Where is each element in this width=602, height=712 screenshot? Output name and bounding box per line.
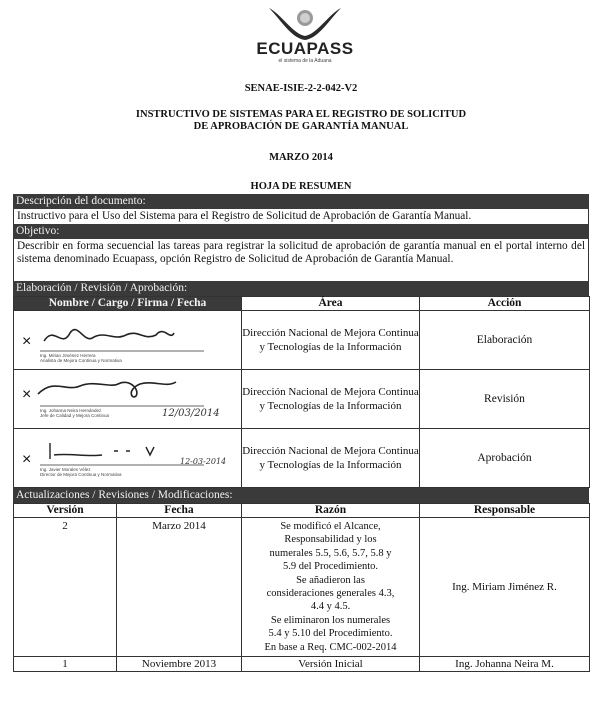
signature-mark: × xyxy=(22,386,32,403)
col-header-version: Versión xyxy=(14,504,117,518)
logo-tagline: el sistema de la Aduana xyxy=(278,58,332,64)
fecha-cell: Marzo 2014 xyxy=(117,518,242,657)
accion-cell: Elaboración xyxy=(420,311,590,370)
area-cell: Dirección Nacional de Mejora Continua y Tecnologías de la Información xyxy=(242,311,420,370)
document-title-line2: DE APROBACIÓN DE GARANTÍA MANUAL xyxy=(193,121,409,132)
summary-heading: HOJA DE RESUMEN xyxy=(250,181,352,192)
razon-line: 4.4 y 4.5. xyxy=(310,601,351,613)
signature-cell xyxy=(14,429,242,488)
objetivo-label: Objetivo: xyxy=(13,224,589,239)
table-row xyxy=(14,311,590,370)
actualizaciones-label: Actualizaciones / Revisiones / Modificaciones: xyxy=(13,488,589,503)
razon-line: Se modificó el Alcance, xyxy=(280,521,381,532)
razon-line: En base a Req. CMC-002-2014 xyxy=(264,641,397,653)
razon-line: 5.9 del Procedimiento. xyxy=(282,561,379,573)
table-row xyxy=(14,657,590,672)
col-header-responsable: Responsable xyxy=(420,504,590,518)
ecuapass-logo xyxy=(240,4,370,66)
area-cell: Dirección Nacional de Mejora Continua y Tecnologías de la Información xyxy=(242,429,420,488)
signer-name: Ing. Mirian Jiménez Herrera xyxy=(40,353,96,358)
version-cell: 2 xyxy=(14,518,117,657)
document-code: SENAE-ISIE-2-2-042-V2 xyxy=(244,83,358,94)
ecuapass-emblem-icon xyxy=(267,4,343,42)
table-row xyxy=(14,429,590,488)
signer-role: Analista de Mejora Continua y Normativa xyxy=(40,358,122,363)
razon-cell: Versión Inicial xyxy=(242,657,420,672)
document-title-line1: INSTRUCTIVO DE SISTEMAS PARA EL REGISTRO DE SOLICITUD xyxy=(135,109,467,120)
col-header-razon: Razón xyxy=(242,504,420,518)
razon-line: Se añadieron las xyxy=(296,574,365,586)
signer-name: Ing. Javier Morales Vélez xyxy=(40,467,91,472)
col-header-accion: Acción xyxy=(420,297,590,311)
descripcion-text: Instructivo para el Uso del Sistema para el Registro de Solicitud de Aprobación de Garantía Manual. xyxy=(13,209,589,224)
document-date: MARZO 2014 xyxy=(269,152,333,163)
signer-role: Jefe de Calidad y Mejora Continua xyxy=(40,413,110,418)
version-cell: 1 xyxy=(14,657,117,672)
signer-role: Director de Mejora Continua y Normativa xyxy=(40,472,122,477)
signature-mark: × xyxy=(22,451,32,468)
responsable-cell: Ing. Johanna Neira M. xyxy=(420,657,590,672)
accion-cell: Aprobación xyxy=(420,429,590,488)
accion-cell: Revisión xyxy=(420,370,590,429)
razon-line: Responsabilidad y los xyxy=(284,534,377,546)
handwritten-signature xyxy=(14,370,242,428)
col-header-fecha: Fecha xyxy=(117,504,242,518)
signature-date: 12-03-2014 xyxy=(180,457,227,466)
summary-table xyxy=(13,194,589,672)
area-cell: Dirección Nacional de Mejora Continua y Tecnologías de la Información xyxy=(242,370,420,429)
razon-cell xyxy=(242,518,420,657)
razon-line: consideraciones generales 4.3, xyxy=(266,588,395,600)
elaboracion-label: Elaboración / Revisión / Aprobación: xyxy=(13,281,589,296)
signature-cell xyxy=(14,311,242,370)
responsable-cell: Ing. Miriam Jiménez R. xyxy=(420,518,590,657)
signature-date: 12/03/2014 xyxy=(162,408,220,419)
col-header-nombre: Nombre / Cargo / Firma / Fecha xyxy=(14,297,242,311)
objetivo-text: Describir en forma secuencial las tareas para registrar la solicitud de aprobación de garantía manual en el portal interno del sistema denominado Ecuapass, opción Registro de Solicitud de Aprobación de Garantía Manual. xyxy=(13,239,589,281)
fecha-cell: Noviembre 2013 xyxy=(117,657,242,672)
signer-name: Ing. Johanna Neira Hernández xyxy=(40,408,102,413)
signature-mark: × xyxy=(22,333,32,350)
col-header-area: Área xyxy=(242,297,420,311)
table-row xyxy=(14,370,590,429)
logo-wordmark: ECUAPASS xyxy=(256,39,354,58)
razon-line: 5.4 y 5.10 del Procedimiento. xyxy=(268,628,393,640)
razon-line: Se eliminaron los numerales xyxy=(270,614,391,626)
descripcion-label: Descripción del documento: xyxy=(13,194,589,209)
elaboracion-table xyxy=(13,296,590,488)
razon-line: numerales 5.5, 5.6, 5.7, 5.8 y xyxy=(269,547,392,559)
table-row xyxy=(14,518,590,657)
actualizaciones-table xyxy=(13,503,590,672)
signature-cell xyxy=(14,370,242,429)
